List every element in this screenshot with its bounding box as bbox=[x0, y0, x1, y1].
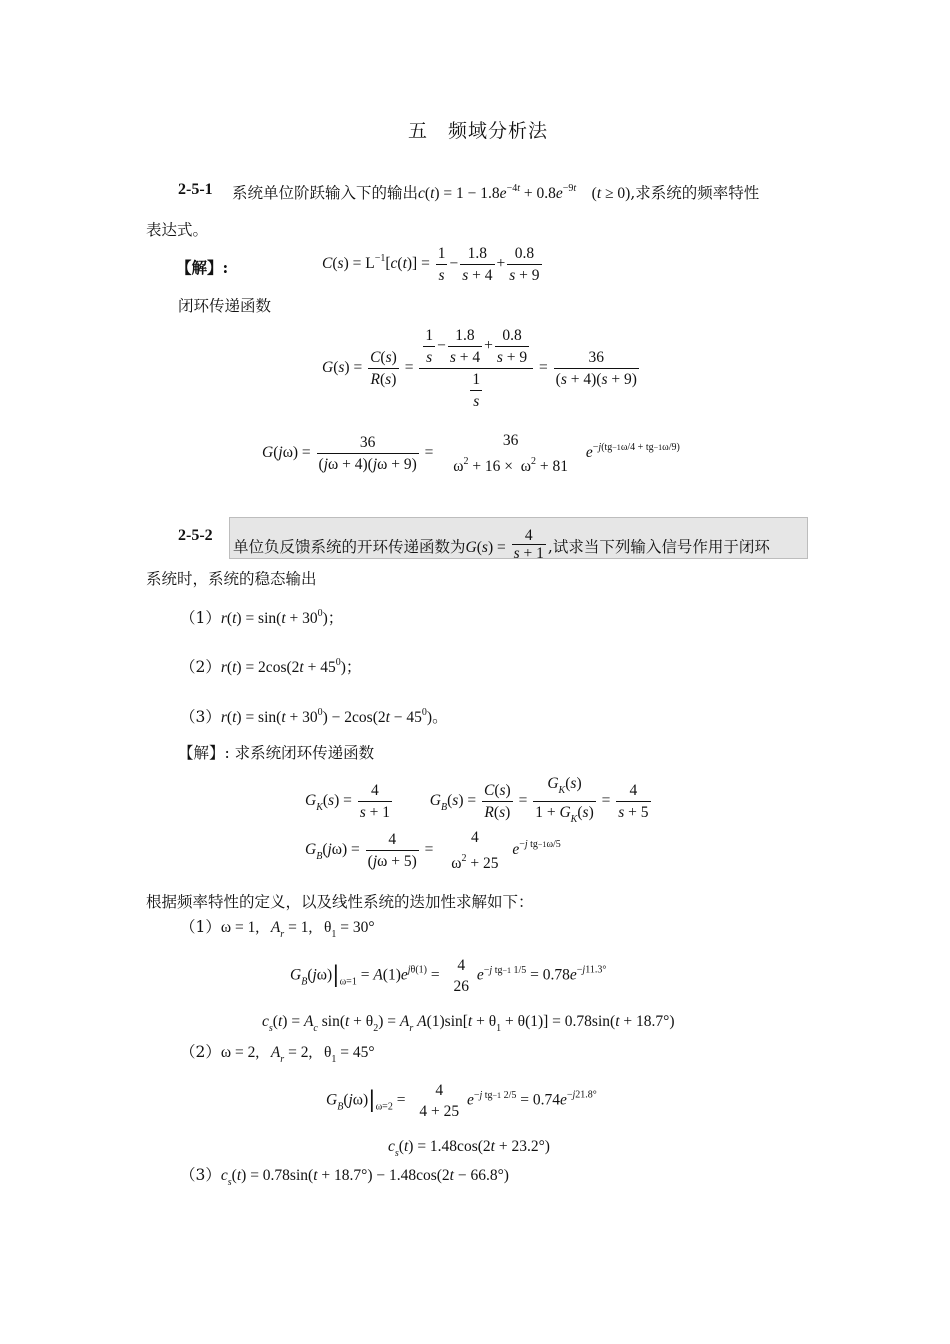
input-signal-3: $(3)r(t) = \sin(t + 30^0) - 2\cos(2t - 45^0)$。 bbox=[180, 707, 448, 726]
closed-loop-transfer-function: G(s) = $\frac{C(s)}{R(s)}$ = $\frac{1}{s}$ − $\frac{1.8}{s + 4}$ + $\frac{0.8}{s + 9}$ $\frac{1}{s}$ = $\frac{36}{(s + 4)(s + 9)}$ bbox=[322, 327, 637, 410]
problem-2-5-1-text-a: 系统单位阶跃输入下的输出 bbox=[232, 184, 419, 202]
page-title: 五 频域分析法 bbox=[408, 120, 549, 142]
solution-1-gain: $G_B(j\omega)|_{\omega=1} = A(1)e^{j\theta(1)}$ = 4 26 $e^{-j tg-1 1/5} = 0.78e^{-j11.3^\circ}$ bbox=[290, 957, 607, 995]
problem-2-5-1-text bbox=[232, 181, 759, 203]
open-and-closed-loop-transfer-functions: $G_K(s)$ = $\frac{4}{s + 1}$ $G_B(s)$ = $\frac{C(s)}{R(s)}$ = $\frac{G_K(s)}{1 + G_K(s)}$ = $\frac{4}{s + 5}$ bbox=[305, 775, 649, 825]
item-3-label: （3） bbox=[180, 708, 221, 726]
solution-1-params: （1）ω = 1, $A_r = 1$, $\theta_1 = 30^\circ$ bbox=[180, 918, 375, 940]
closed-loop-frequency-response: $G_B(j\omega)$ = $\frac{4}{(j\omega + 5)}$ = 4 $\omega^2 + 25$ $e^{-j tg-1\omega/5}$ bbox=[305, 829, 561, 872]
frequency-response-equation: G(jω) = $\frac{36}{(j\omega + 4)(j\omega + 9)}$ = 36 $\omega^2 + 16 \times \omega^2 + 81$ $e^{-j(tg-1\omega/4 + tg-1\omega/9)}$ bbox=[262, 432, 680, 475]
output-expression: $c(t) = 1 - 1.8e^{-4t} + 0.8e^{-9t}$ (t ≥ 0) bbox=[418, 183, 631, 202]
problem-2-5-2-text-a: 单位负反馈系统的开环传递函数为 bbox=[233, 538, 466, 556]
solution-2-gain: $G_B(j\omega)|_{\omega=2}$ = 4 4 + 25 $e^{-j tg-1 2/5} = 0.74e^{-j21.8^\circ}$ bbox=[326, 1082, 597, 1120]
closed-loop-label: 闭环传递函数 bbox=[178, 297, 272, 315]
solution-2-label: （2） bbox=[180, 1043, 221, 1061]
solution-2-params: （2）ω = 2, $A_r = 2$, $\theta_1 = 45^\circ$ bbox=[180, 1043, 375, 1065]
definition-text: 根据频率特性的定义，以及线性系统的迭加性求解如下： bbox=[146, 893, 534, 911]
open-loop-transfer-function: G(s) = $\frac{4}{s + 1}$ bbox=[465, 527, 544, 562]
input-signal-2: $(2)r(t) = 2\cos(2t + 45^0)$； bbox=[180, 657, 362, 676]
item-1-semicolon: ； bbox=[327, 609, 344, 627]
laplace-equation: $C(s) = L^{-1}[c(t)]$ = $\frac{1}{s}$ − $\frac{1.8}{s + 4}$ + $\frac{0.8}{s + 9}$ bbox=[322, 245, 540, 284]
item-2-semicolon: ； bbox=[345, 658, 362, 676]
item-1-label: （1） bbox=[180, 609, 221, 627]
item-2-label: （2） bbox=[180, 658, 221, 676]
solution-label-1: 【解】: bbox=[176, 258, 229, 277]
problem-2-5-1-text-b: ,求系统的频率特性 bbox=[630, 184, 760, 202]
item-3-period: 。 bbox=[432, 708, 448, 726]
solution-3: $(3)c_s(t) = 0.78\sin(t + 18.7^\circ) - 1.48\cos(2t - 66.8^\circ)$ bbox=[180, 1166, 509, 1188]
input-signal-1: $(1)r(t) = \sin(t + 30^0)$； bbox=[180, 608, 344, 627]
solution-label-2: 【解】: 求系统闭环传递函数 bbox=[178, 744, 375, 762]
solution-1-output: $c_s(t) = A_c$ $\sin(t + \theta_2) = A_r$ $A(1)\sin[t + \theta_1 + \theta(1)] = 0.78\sin(t + 18.7^\circ)$ bbox=[262, 1013, 675, 1034]
problem-2-5-2-highlighted-text bbox=[229, 517, 808, 562]
solution-1-label: （1） bbox=[180, 918, 221, 936]
solution-3-label: （3） bbox=[180, 1166, 221, 1184]
solution-2-output: $c_s(t) = 1.48\cos(2t + 23.2^\circ)$ bbox=[388, 1138, 550, 1159]
problem-number-2-5-1: 2-5-1 bbox=[178, 181, 213, 198]
problem-2-5-2-text-c: 系统时，系统的稳态输出 bbox=[146, 570, 317, 588]
problem-number-2-5-2: 2-5-2 bbox=[178, 527, 213, 544]
problem-2-5-1-text-c: 表达式。 bbox=[146, 221, 209, 239]
problem-2-5-2-text-b: ,试求当下列输入信号作用于闭环 bbox=[547, 538, 770, 556]
